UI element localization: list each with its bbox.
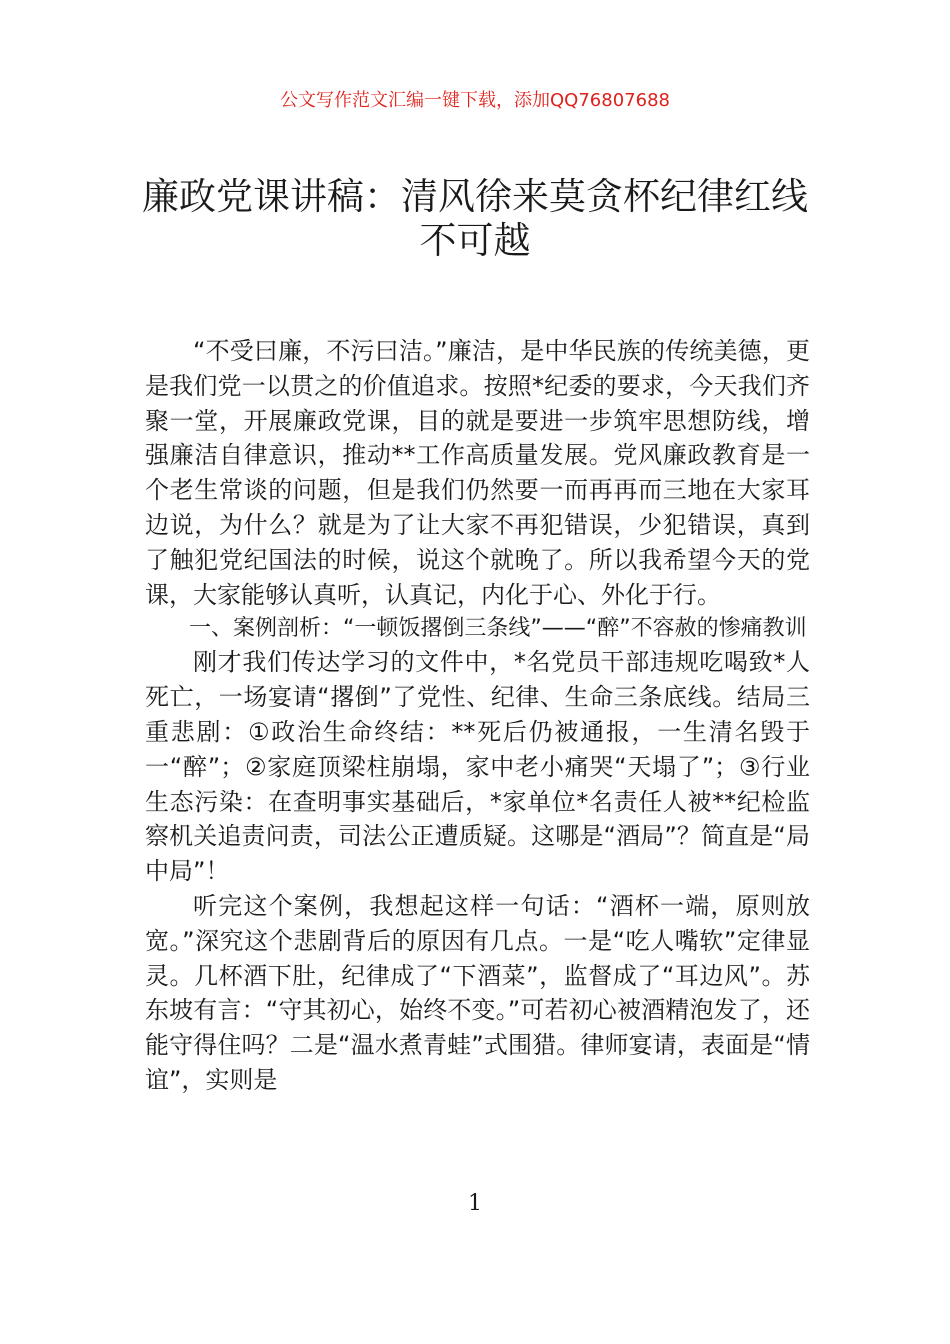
header-banner: 公文写作范文汇编一键下载，添加QQ76807688 [280, 90, 670, 111]
paragraph-analysis: 听完这个案例，我想起这样一句话：“酒杯一端，原则放宽。”深究这个悲剧背后的原因有几点。一是“吃人嘴软”定律显灵。几杯酒下肚，纪律成了“下酒菜”，监督成了“耳边风”。苏东坡有言：“守其初心，始终不变。”可若初心被酒精泡发了，还能守得住吗？二是“温水煮青蛙”式围猎。律师宴请，表面是“情谊”，实则是 [145, 891, 810, 1094]
section-heading-1: 一、案例剖析：“一顿饭撂倒三条线”——“醉”不容赦的惨痛教训 [189, 616, 807, 642]
document-body [145, 334, 810, 1098]
document-title-line-1: 廉政党课讲稿：清风徐来莫贪杯纪律红线 [142, 175, 808, 218]
paragraph-intro: “不受曰廉，不污曰洁。”廉洁，是中华民族的传统美德，更是我们党一以贯之的价值追求。按照*纪委的要求，今天我们齐聚一堂，开展廉政党课，目的就是要进一步筑牢思想防线，增强廉洁自律意识，推动**工作高质量发展。党风廉政教育是一个老生常谈的问题，但是我们仍然要一而再再而三地在大家耳边说，为什么？就是为了让大家不再犯错误，少犯错误，真到了触犯党纪国法的时候，说这个就晚了。所以我希望今天的党课，大家能够认真听，认真记，内化于心、外化于行。 [145, 337, 810, 609]
page-number: 1 [468, 1191, 482, 1216]
document-title-line-2: 不可越 [419, 219, 531, 262]
paragraph-case: 刚才我们传达学习的文件中，*名党员干部违规吃喝致*人死亡，一场宴请“撂倒”了党性、纪律、生命三条底线。结局三重悲剧：①政治生命终结：**死后仍被通报，一生清名毁于一“醉”；②家庭顶梁柱崩塌，家中老小痛哭“天塌了”；③行业生态污染：在查明事实基础后，*家单位*名责任人被**纪检监察机关追责问责，司法公正遭质疑。这哪是“酒局”？简直是“局中局”！ [145, 648, 810, 886]
